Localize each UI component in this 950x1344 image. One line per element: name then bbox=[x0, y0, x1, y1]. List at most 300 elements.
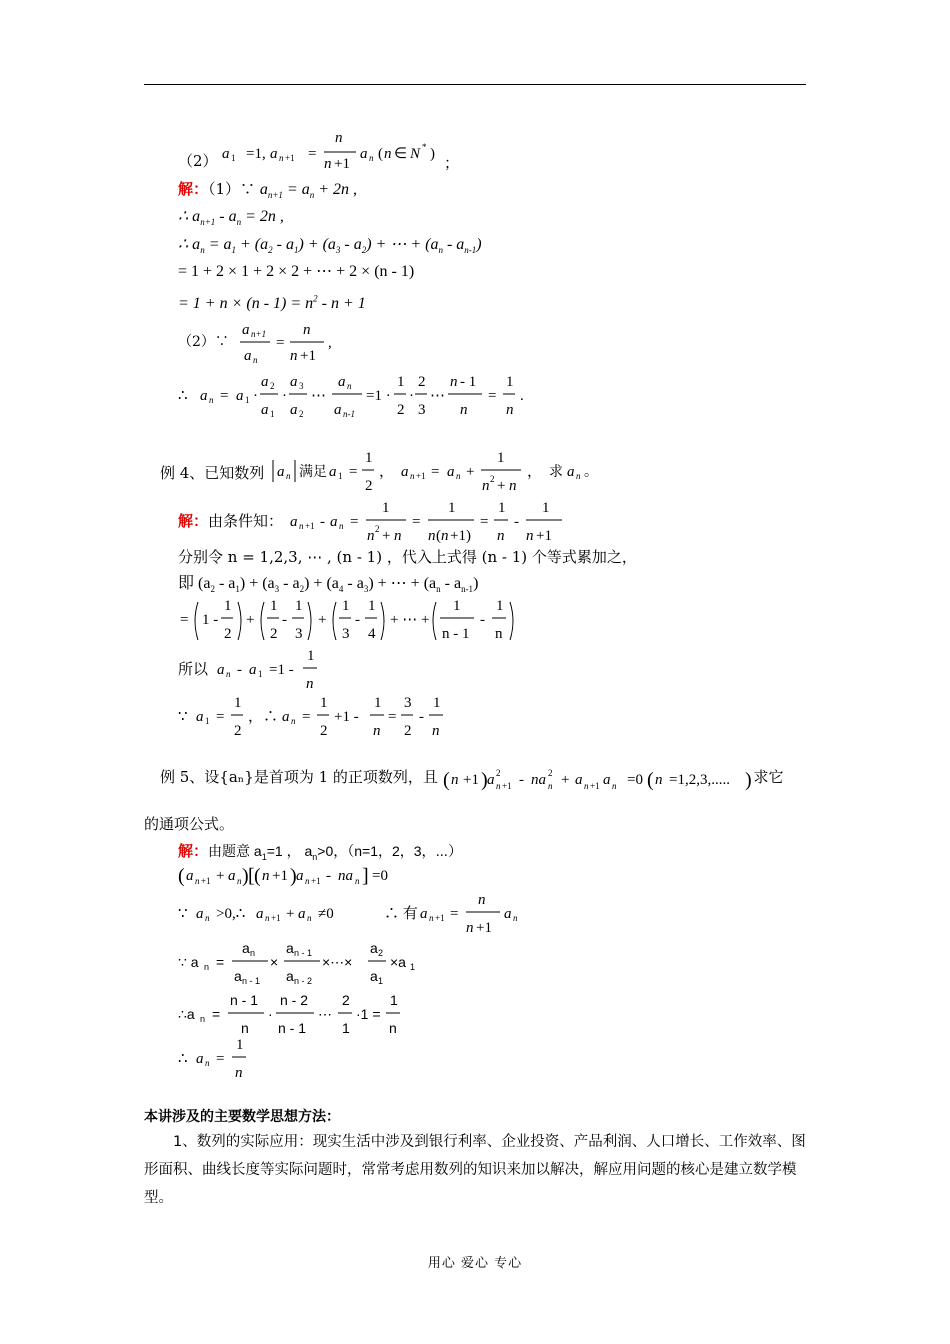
svg-text:a: a bbox=[244, 348, 252, 364]
svg-text:+: + bbox=[466, 464, 475, 480]
svg-text:+1: +1 bbox=[501, 781, 512, 791]
solution1-line6 bbox=[178, 318, 378, 372]
svg-text:∵ a: ∵ a bbox=[178, 954, 199, 970]
svg-text:=: = bbox=[276, 335, 285, 351]
svg-text:-: - bbox=[355, 612, 360, 628]
svg-text:(: ( bbox=[254, 865, 261, 887]
page-footer: 用心 爱心 专心 bbox=[427, 1256, 523, 1271]
svg-text:2: 2 bbox=[270, 626, 278, 642]
svg-text:+: + bbox=[318, 612, 327, 628]
svg-text:a: a bbox=[270, 146, 278, 162]
svg-text:+1: +1 bbox=[462, 772, 479, 788]
part2-label: （2） bbox=[178, 152, 218, 170]
example4-line6-svg bbox=[178, 694, 478, 742]
svg-text:∵: ∵ bbox=[178, 709, 188, 725]
svg-text:1: 1 bbox=[257, 669, 263, 679]
example5-line4 bbox=[178, 940, 438, 996]
svg-text:1: 1 bbox=[447, 500, 456, 516]
svg-text:=: = bbox=[180, 612, 189, 628]
svg-text:n: n bbox=[209, 395, 214, 405]
svg-text:2: 2 bbox=[342, 992, 350, 1008]
svg-text:1: 1 bbox=[368, 598, 376, 614]
svg-text:n - 1: n - 1 bbox=[294, 948, 313, 958]
svg-text:=: = bbox=[411, 514, 421, 530]
svg-text:a: a bbox=[290, 402, 298, 418]
svg-text:a: a bbox=[447, 464, 455, 480]
svg-text:=: = bbox=[450, 906, 459, 922]
svg-text:∈: ∈ bbox=[394, 146, 408, 162]
svg-text:a: a bbox=[567, 464, 575, 480]
svg-text:=: = bbox=[349, 514, 359, 530]
solution1-line5: = $1 + n \times (n - 1) = n^2 - n + 1$ bbox=[178, 294, 366, 313]
part2-formula-svg bbox=[222, 130, 462, 174]
svg-text:(: ( bbox=[178, 865, 185, 887]
svg-text:1: 1 bbox=[224, 598, 232, 614]
svg-text:+1: +1 bbox=[285, 153, 295, 163]
svg-text:+: + bbox=[497, 478, 506, 494]
svg-text:n: n bbox=[456, 471, 461, 481]
example4-line5-svg bbox=[213, 648, 383, 694]
svg-text:=1,2,3,.....: =1,2,3,..... bbox=[668, 772, 730, 788]
solution1-line1-prefix: （1）∵ bbox=[208, 180, 256, 198]
example4-line3: 即 $(a_2 - a_1) + (a_3 - a_2) + (a_4 - a_3)$ + ⋯ + $(a_n - a_{n-1})$ bbox=[178, 575, 479, 595]
svg-text:a: a bbox=[370, 968, 378, 984]
example5-text3: 的通项公式。 bbox=[144, 815, 235, 833]
svg-text:=1 -: =1 - bbox=[268, 662, 294, 678]
svg-text:,: , bbox=[328, 335, 332, 351]
svg-text:n: n bbox=[495, 781, 501, 791]
svg-text:n: n bbox=[509, 478, 517, 494]
solution1-line1 bbox=[178, 178, 357, 206]
svg-text:a: a bbox=[236, 388, 244, 404]
svg-text:=: = bbox=[388, 709, 397, 725]
svg-text:=: = bbox=[216, 954, 225, 970]
svg-text:1: 1 bbox=[231, 153, 236, 163]
svg-text:2: 2 bbox=[495, 768, 501, 778]
svg-text:n: n bbox=[410, 471, 415, 481]
svg-text:n: n bbox=[305, 676, 314, 692]
svg-text:n: n bbox=[286, 471, 291, 481]
svg-text:3: 3 bbox=[404, 695, 412, 711]
svg-text:a: a bbox=[286, 940, 294, 956]
svg-text:-: - bbox=[419, 709, 424, 725]
svg-text:a: a bbox=[290, 374, 298, 390]
svg-text:n: n bbox=[611, 781, 617, 791]
svg-text:+: + bbox=[216, 868, 225, 884]
svg-text:n: n bbox=[466, 920, 474, 936]
svg-text:+1: +1 bbox=[311, 876, 321, 886]
summary-paragraph: 1、数列的实际应用：现实生活中涉及到银行利率、企业投资、产品利润、人口增长、工作效率、图形面积、曲线长度等实际问题时，常常考虑用数列的知识来加以解决，解应用问题的核心是建立数学模型。 bbox=[144, 1134, 806, 1206]
svg-text:n: n bbox=[250, 948, 256, 958]
example4-line5 bbox=[178, 648, 383, 694]
svg-text:a: a bbox=[401, 464, 409, 480]
svg-text:-: - bbox=[480, 612, 485, 628]
svg-text:1: 1 bbox=[497, 450, 505, 466]
svg-text:a: a bbox=[329, 464, 337, 480]
svg-text:a: a bbox=[186, 868, 194, 884]
svg-text:a: a bbox=[338, 374, 346, 390]
svg-text:-: - bbox=[518, 772, 524, 788]
svg-text:): ) bbox=[430, 146, 435, 162]
svg-text:=0: =0 bbox=[372, 868, 388, 884]
svg-text:+: + bbox=[381, 528, 391, 544]
svg-text:a: a bbox=[196, 1051, 204, 1067]
example4-line4 bbox=[178, 596, 538, 652]
svg-text:1: 1 bbox=[497, 500, 506, 516]
svg-text:1: 1 bbox=[236, 1037, 244, 1053]
header-rule bbox=[144, 84, 806, 85]
svg-text:a: a bbox=[196, 709, 204, 725]
svg-text:×: × bbox=[270, 954, 279, 970]
svg-text:=: = bbox=[302, 709, 311, 725]
svg-text:2: 2 bbox=[397, 402, 405, 418]
svg-text:∴ 有: ∴ 有 bbox=[384, 906, 418, 922]
example4-line bbox=[160, 448, 739, 498]
svg-text:1: 1 bbox=[453, 598, 461, 614]
svg-text:1: 1 bbox=[295, 598, 303, 614]
svg-text:a: a bbox=[248, 662, 257, 678]
svg-text:): ) bbox=[290, 865, 297, 887]
svg-text:a: a bbox=[602, 772, 611, 788]
svg-text:=: = bbox=[349, 464, 358, 480]
svg-text:a: a bbox=[574, 772, 583, 788]
svg-text:·: · bbox=[282, 388, 287, 404]
svg-text:+1: +1 bbox=[201, 876, 211, 886]
svg-text:a: a bbox=[329, 514, 338, 530]
svg-text:1: 1 bbox=[410, 962, 416, 972]
svg-text:n: n bbox=[200, 1014, 206, 1024]
svg-text:- 1: - 1 bbox=[460, 374, 477, 390]
svg-text:2: 2 bbox=[320, 723, 328, 739]
svg-text:n: n bbox=[307, 913, 312, 923]
svg-text:n: n bbox=[384, 146, 392, 162]
svg-text:≠0: ≠0 bbox=[318, 906, 334, 922]
svg-text:+ ⋯ +: + ⋯ + bbox=[390, 612, 430, 628]
svg-text:n: n bbox=[241, 1020, 249, 1036]
svg-text:+1: +1 bbox=[334, 156, 350, 172]
svg-text:=1,: =1, bbox=[246, 146, 266, 162]
example5-line6-svg bbox=[178, 1036, 298, 1084]
svg-text:-: - bbox=[282, 612, 287, 628]
svg-text:n: n bbox=[478, 892, 486, 908]
svg-text:a: a bbox=[370, 940, 378, 956]
summary-heading: 本讲涉及的主要数学思想方法： bbox=[144, 1109, 340, 1125]
svg-text:=: = bbox=[479, 514, 489, 530]
svg-text:n: n bbox=[654, 772, 663, 788]
svg-text:n: n bbox=[393, 528, 402, 544]
svg-text:=: = bbox=[308, 146, 317, 162]
svg-text:n: n bbox=[305, 876, 310, 886]
svg-text:3: 3 bbox=[295, 626, 303, 642]
svg-text:-: - bbox=[326, 868, 331, 884]
svg-text:+1 -: +1 - bbox=[334, 709, 359, 725]
svg-text:a: a bbox=[200, 388, 208, 404]
svg-text:1: 1 bbox=[397, 374, 405, 390]
svg-text:2: 2 bbox=[374, 524, 380, 534]
svg-text:1: 1 bbox=[541, 500, 550, 516]
svg-text:a: a bbox=[242, 940, 250, 956]
svg-text:=: = bbox=[488, 388, 497, 404]
svg-text:=: = bbox=[216, 1051, 225, 1067]
example4-solution-svg bbox=[288, 500, 618, 548]
svg-text:1: 1 bbox=[338, 471, 343, 481]
svg-text:n: n bbox=[450, 374, 458, 390]
svg-text:n: n bbox=[279, 153, 284, 163]
example4-line4-svg bbox=[178, 596, 538, 646]
svg-text:1: 1 bbox=[342, 1020, 350, 1036]
svg-text:2: 2 bbox=[378, 948, 384, 958]
svg-text:(: ( bbox=[378, 146, 383, 162]
svg-text:1: 1 bbox=[378, 976, 384, 986]
svg-text:n: n bbox=[427, 528, 436, 544]
svg-text:a: a bbox=[334, 402, 342, 418]
svg-text:n: n bbox=[298, 521, 304, 531]
svg-text:n-1: n-1 bbox=[343, 409, 355, 419]
svg-text:na: na bbox=[530, 772, 546, 788]
svg-text:n: n bbox=[262, 868, 270, 884]
svg-text:n: n bbox=[373, 723, 381, 739]
svg-text:n: n bbox=[432, 723, 440, 739]
svg-text:n: n bbox=[324, 156, 332, 172]
svg-text:n: n bbox=[338, 521, 344, 531]
svg-text:a: a bbox=[261, 402, 269, 418]
example4-line6 bbox=[178, 694, 478, 748]
svg-text:1: 1 bbox=[433, 695, 441, 711]
svg-text:·: · bbox=[253, 388, 258, 404]
svg-text:2: 2 bbox=[490, 474, 495, 484]
svg-text:n: n bbox=[506, 402, 514, 418]
svg-text:a: a bbox=[234, 968, 242, 984]
solution1-line6-svg bbox=[178, 318, 378, 366]
svg-text:n: n bbox=[253, 355, 258, 365]
svg-text:1: 1 bbox=[390, 992, 398, 1008]
svg-text:1: 1 bbox=[365, 450, 373, 466]
svg-text:a: a bbox=[277, 464, 285, 480]
svg-text:1: 1 bbox=[270, 598, 278, 614]
svg-text:1: 1 bbox=[205, 716, 210, 726]
svg-text:a: a bbox=[261, 374, 269, 390]
svg-text:n: n bbox=[495, 626, 503, 642]
svg-text:[: [ bbox=[248, 865, 255, 887]
svg-text:1: 1 bbox=[342, 598, 350, 614]
svg-text:a: a bbox=[282, 709, 290, 725]
svg-text:+1: +1 bbox=[476, 920, 492, 936]
example5-line2-svg bbox=[178, 860, 418, 890]
svg-text:n: n bbox=[366, 528, 375, 544]
svg-text:n: n bbox=[195, 876, 200, 886]
svg-text:+1: +1 bbox=[272, 868, 288, 884]
svg-text:·1 =: ·1 = bbox=[356, 1006, 381, 1022]
example5-line1 bbox=[160, 760, 784, 796]
svg-text:=: = bbox=[212, 1006, 221, 1022]
example5-line3-svg bbox=[178, 892, 538, 940]
svg-text:2: 2 bbox=[547, 768, 553, 778]
svg-text:n: n bbox=[460, 402, 468, 418]
svg-text:n+1: n+1 bbox=[251, 329, 267, 339]
svg-text:n: n bbox=[291, 716, 296, 726]
svg-text:(: ( bbox=[646, 769, 654, 791]
svg-text:.: . bbox=[520, 388, 524, 404]
svg-text:+: + bbox=[246, 612, 255, 628]
example4-line5-text: 所以 bbox=[178, 660, 209, 678]
svg-text:⋯: ⋯ bbox=[311, 388, 326, 404]
svg-text:n: n bbox=[496, 528, 505, 544]
svg-text:+1: +1 bbox=[416, 471, 426, 481]
svg-text:]: ] bbox=[362, 865, 369, 887]
svg-text:4: 4 bbox=[368, 626, 376, 642]
example4-solution-label: 解： bbox=[178, 512, 209, 530]
svg-text:n - 1: n - 1 bbox=[242, 976, 261, 986]
svg-text:n: n bbox=[369, 153, 374, 163]
svg-text:求: 求 bbox=[549, 464, 564, 480]
svg-text:+1: +1 bbox=[271, 913, 281, 923]
svg-text:n: n bbox=[576, 471, 581, 481]
svg-text:∴: ∴ bbox=[178, 388, 188, 404]
example4-solution-line1 bbox=[178, 500, 618, 548]
example4-line2: 分别令 n = 1,2,3, ⋯ , (n - 1) ，代入上式得 (n - 1) 个等式累加之， bbox=[178, 548, 637, 566]
solution1-line1-eq: $a_{n+1} = a_n + 2n$ , bbox=[259, 181, 358, 201]
solution1-line7 bbox=[178, 372, 538, 428]
svg-text:N: N bbox=[410, 146, 421, 162]
svg-text:1 -: 1 - bbox=[202, 612, 219, 628]
svg-text:a: a bbox=[296, 868, 304, 884]
example5-line6 bbox=[178, 1036, 298, 1090]
svg-text:n - 1: n - 1 bbox=[442, 626, 470, 642]
svg-text:n: n bbox=[440, 528, 449, 544]
svg-text:⋯: ⋯ bbox=[318, 1006, 332, 1022]
example5-line3 bbox=[178, 892, 538, 946]
svg-text:=1 ·: =1 · bbox=[366, 388, 391, 404]
svg-text:2: 2 bbox=[404, 723, 412, 739]
svg-text:1: 1 bbox=[374, 695, 382, 711]
svg-text:⋯: ⋯ bbox=[430, 388, 445, 404]
svg-text:a: a bbox=[196, 906, 204, 922]
svg-text:，: ， bbox=[379, 464, 395, 480]
svg-text:+: + bbox=[560, 772, 570, 788]
svg-text:×a: ×a bbox=[390, 954, 406, 970]
svg-text:a: a bbox=[486, 772, 495, 788]
svg-text:+1): +1) bbox=[449, 528, 471, 544]
svg-text:∴: ∴ bbox=[178, 1051, 188, 1067]
svg-text:满足: 满足 bbox=[299, 464, 328, 480]
svg-text:a: a bbox=[360, 146, 368, 162]
svg-text:n: n bbox=[547, 781, 553, 791]
svg-text:2: 2 bbox=[224, 626, 232, 642]
svg-text:): ) bbox=[242, 865, 249, 887]
svg-text:1: 1 bbox=[506, 374, 514, 390]
part2-semicolon: ； bbox=[444, 154, 460, 172]
svg-text:a: a bbox=[420, 906, 428, 922]
svg-text:n: n bbox=[303, 322, 311, 338]
svg-text:n - 2: n - 2 bbox=[294, 976, 313, 986]
svg-text:1: 1 bbox=[496, 598, 504, 614]
svg-text:n: n bbox=[290, 348, 298, 364]
svg-text:n: n bbox=[205, 913, 210, 923]
svg-text:=: = bbox=[431, 464, 440, 480]
svg-text:a: a bbox=[286, 968, 294, 984]
svg-text:=: = bbox=[220, 388, 229, 404]
svg-text:1: 1 bbox=[270, 409, 275, 419]
svg-text:n: n bbox=[335, 130, 343, 146]
svg-text:n: n bbox=[225, 669, 231, 679]
solution1-line4: = 1 + 2 × 1 + 2 × 2 + ⋯ + 2 × (n - 1) bbox=[178, 263, 415, 280]
svg-text:a: a bbox=[222, 146, 230, 162]
svg-text:n: n bbox=[355, 876, 360, 886]
solution1-line2: ∴ $a_{n+1} - a_n = 2n$ , bbox=[178, 208, 284, 228]
svg-text:a: a bbox=[256, 906, 264, 922]
svg-text:-: - bbox=[513, 514, 519, 530]
svg-text:n - 2: n - 2 bbox=[280, 992, 309, 1008]
svg-text:n: n bbox=[205, 1058, 210, 1068]
svg-text:n: n bbox=[389, 1020, 397, 1036]
solution1-label: 解： bbox=[178, 180, 209, 198]
svg-text:，∴: ，∴ bbox=[248, 709, 279, 725]
svg-text:+1: +1 bbox=[435, 913, 445, 923]
svg-text:3: 3 bbox=[299, 381, 304, 391]
svg-text:-: - bbox=[319, 514, 325, 530]
solution1-line7-svg bbox=[178, 372, 538, 422]
svg-text:2: 2 bbox=[299, 409, 304, 419]
svg-text:-: - bbox=[236, 662, 242, 678]
svg-text:n: n bbox=[513, 913, 518, 923]
svg-text:a: a bbox=[504, 906, 512, 922]
svg-text:·: · bbox=[409, 388, 414, 404]
svg-text:，: ， bbox=[527, 464, 543, 480]
svg-text:a: a bbox=[242, 322, 250, 338]
svg-text:1: 1 bbox=[381, 500, 390, 516]
example5-line4-svg bbox=[178, 940, 438, 990]
svg-text:3: 3 bbox=[342, 626, 350, 642]
svg-text:a: a bbox=[216, 662, 225, 678]
svg-text:*: * bbox=[422, 142, 427, 152]
svg-text:n: n bbox=[525, 528, 534, 544]
example4-solution-text: 由条件知： bbox=[208, 512, 284, 530]
svg-text:n: n bbox=[265, 913, 270, 923]
svg-text:n: n bbox=[237, 876, 242, 886]
svg-text:+1: +1 bbox=[300, 348, 316, 364]
example4-svg bbox=[269, 448, 739, 498]
svg-text:na: na bbox=[338, 868, 353, 884]
example5-solution-label: 解： bbox=[178, 842, 209, 860]
svg-text:=0: =0 bbox=[626, 772, 643, 788]
svg-text:2: 2 bbox=[365, 478, 373, 494]
solution1-line3: ∴ $a_n = a_1 + (a_2 - a_1) + (a_3 - a_2)$ + ⋯ + $(a_n - a_{n-1})$ bbox=[178, 236, 482, 256]
svg-text:1: 1 bbox=[245, 395, 250, 405]
svg-text:n: n bbox=[583, 781, 589, 791]
example5-line2 bbox=[178, 860, 418, 896]
svg-text:n - 1: n - 1 bbox=[230, 992, 259, 1008]
svg-text:+1: +1 bbox=[535, 528, 552, 544]
example5-text1: 例 5、设{aₙ}是首项为 1 的正项数列，且 bbox=[160, 768, 438, 786]
svg-text:2: 2 bbox=[270, 381, 275, 391]
svg-text:(: ( bbox=[435, 528, 441, 544]
svg-text:): ) bbox=[744, 769, 752, 791]
svg-text:2: 2 bbox=[234, 723, 242, 739]
example5-solution-line1: 解：由题意 $a_1=1$ ， $a_n>0$，（n=1，2，3，⋯） bbox=[178, 842, 463, 862]
example5-text2: 求它 bbox=[753, 768, 784, 786]
svg-text:a: a bbox=[298, 906, 306, 922]
example5-line5-svg bbox=[178, 992, 418, 1042]
svg-text:n - 1: n - 1 bbox=[278, 1020, 307, 1036]
svg-text:。: 。 bbox=[584, 464, 599, 480]
svg-text:a: a bbox=[289, 514, 298, 530]
svg-text:1: 1 bbox=[320, 695, 328, 711]
svg-text:×⋯×: ×⋯× bbox=[322, 954, 353, 970]
svg-text:=: = bbox=[216, 709, 225, 725]
svg-text:·: · bbox=[268, 1006, 273, 1022]
svg-text:∵: ∵ bbox=[178, 906, 188, 922]
svg-text:1: 1 bbox=[234, 695, 242, 711]
